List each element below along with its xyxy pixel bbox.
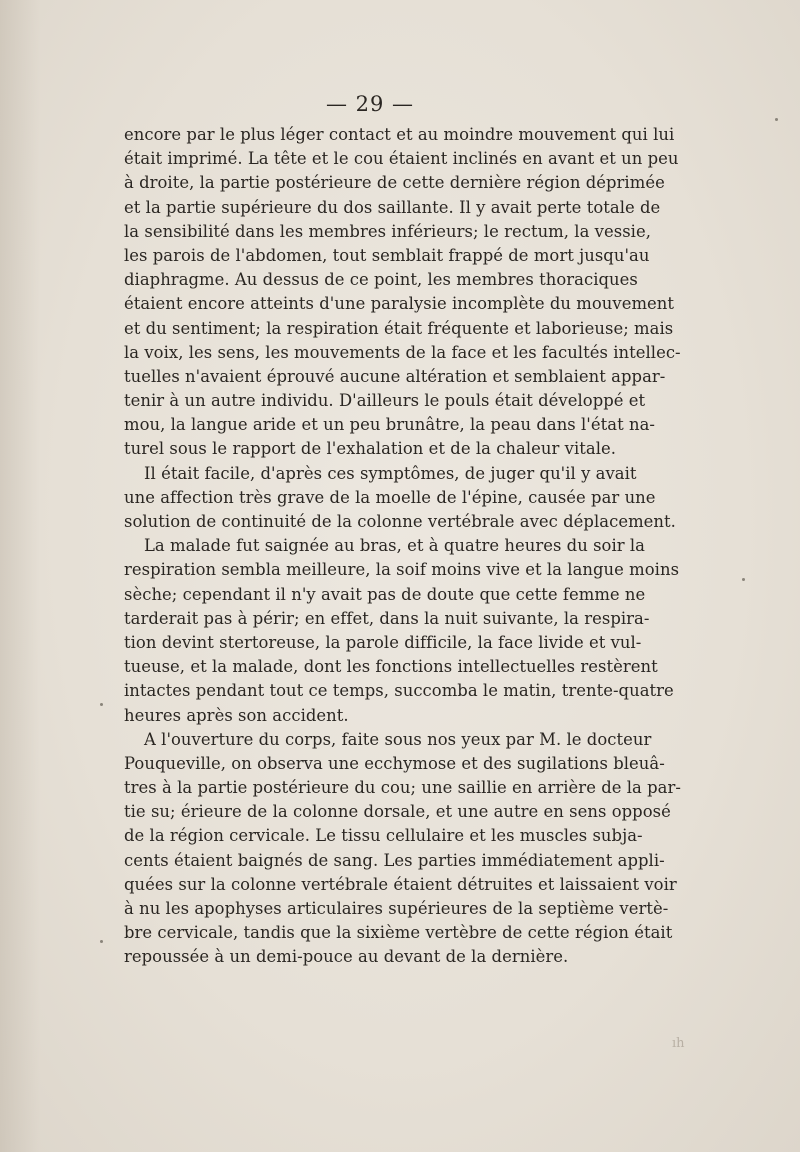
text-line: étaient encore atteints d'une paralysie incomplète du mouvement <box>124 294 675 314</box>
text-line: tie su; érieure de la colonne dorsale, et une autre en sens opposé <box>124 802 671 822</box>
text-line: heures après son accident. <box>124 705 349 725</box>
paper-speck <box>742 578 745 581</box>
text-line: encore par le plus léger contact et au moindre mouvement qui lui <box>124 125 675 144</box>
paper-speck <box>775 118 778 121</box>
body-text <box>124 123 681 970</box>
text-line: était imprimé. La tête et le cou étaient inclinés en avant et un peu <box>124 149 679 169</box>
paper-speck <box>100 703 103 706</box>
text-line: sèche; cependant il n'y avait pas de doute que cette femme ne <box>124 584 646 604</box>
text-line: bre cervicale, tandis que la sixième vertèbre de cette région était <box>124 923 673 943</box>
page-number: — 29 — <box>325 92 415 116</box>
text-line: tres à la partie postérieure du cou; une saillie en arrière de la par- <box>124 778 681 798</box>
text-line: intactes pendant tout ce temps, succomba le matin, trente-quatre <box>124 681 674 701</box>
text-line: A l'ouverture du corps, faite sous nos yeux par M. le docteur <box>144 729 652 749</box>
text-line: tuelles n'avaient éprouvé aucune altération et semblaient appar- <box>124 366 666 386</box>
text-line: la sensibilité dans les membres inférieurs; le rectum, la vessie, <box>124 221 651 241</box>
text-line: à droite, la partie postérieure de cette dernière région déprimée <box>124 173 665 193</box>
text-line: quées sur la colonne vertébrale étaient détruites et laissaient voir <box>124 874 677 894</box>
text-line: tueuse, et la malade, dont les fonctions intellectuelles restèrent <box>124 657 658 677</box>
text-line: La malade fut saignée au bras, et à quatre heures du soir la <box>144 536 646 556</box>
spine-shadow <box>0 0 40 1152</box>
text-line: de la région cervicale. Le tissu cellulaire et les muscles subja- <box>124 826 643 846</box>
text-line: et du sentiment; la respiration était fréquente et laborieuse; mais <box>124 318 674 338</box>
paper-speck <box>100 940 103 943</box>
text-line: tenir à un autre individu. D'ailleurs le pouls était développé et <box>124 391 646 411</box>
paragraph-1 <box>124 123 681 462</box>
text-line: turel sous le rapport de l'exhalation et de la chaleur vitale. <box>124 439 617 459</box>
text-line: une affection très grave de la moelle de l'épine, causée par une <box>124 487 656 507</box>
text-line: repoussée à un demi-pouce au devant de la dernière. <box>124 947 569 967</box>
text-line: tarderait pas à périr; en effet, dans la nuit suivante, la respira- <box>124 608 650 628</box>
text-line: respiration sembla meilleure, la soif moins vive et la langue moins <box>124 560 680 580</box>
paragraph-3 <box>124 534 680 728</box>
paragraph-2 <box>124 462 676 535</box>
text-line: mou, la langue aride et un peu brunâtre, la peau dans l'état na- <box>124 415 655 435</box>
text-line: solution de continuité de la colonne vertébrale avec déplacement. <box>124 512 676 531</box>
text-line: et la partie supérieure du dos saillante. Il y avait perte totale de <box>124 197 661 217</box>
corner-mark: ıh <box>672 1036 685 1051</box>
text-line: diaphragme. Au dessus de ce point, les membres thoraciques <box>124 270 638 290</box>
text-line: Il était facile, d'après ces symptômes, de juger qu'il y avait <box>144 463 637 483</box>
paragraph-4 <box>124 728 681 970</box>
text-line: les parois de l'abdomen, tout semblait frappé de mort jusqu'au <box>124 245 650 265</box>
text-line: à nu les apophyses articulaires supérieures de la septième vertè- <box>124 899 669 918</box>
text-line: Pouqueville, on observa une ecchymose et des sugilations bleuâ- <box>124 753 665 773</box>
text-line: la voix, les sens, les mouvements de la face et les facultés intellec- <box>124 342 681 362</box>
text-line: cents étaient baignés de sang. Les parties immédiatement appli- <box>124 850 665 870</box>
text-line: tion devint stertoreuse, la parole difficile, la face livide et vul- <box>124 632 642 652</box>
